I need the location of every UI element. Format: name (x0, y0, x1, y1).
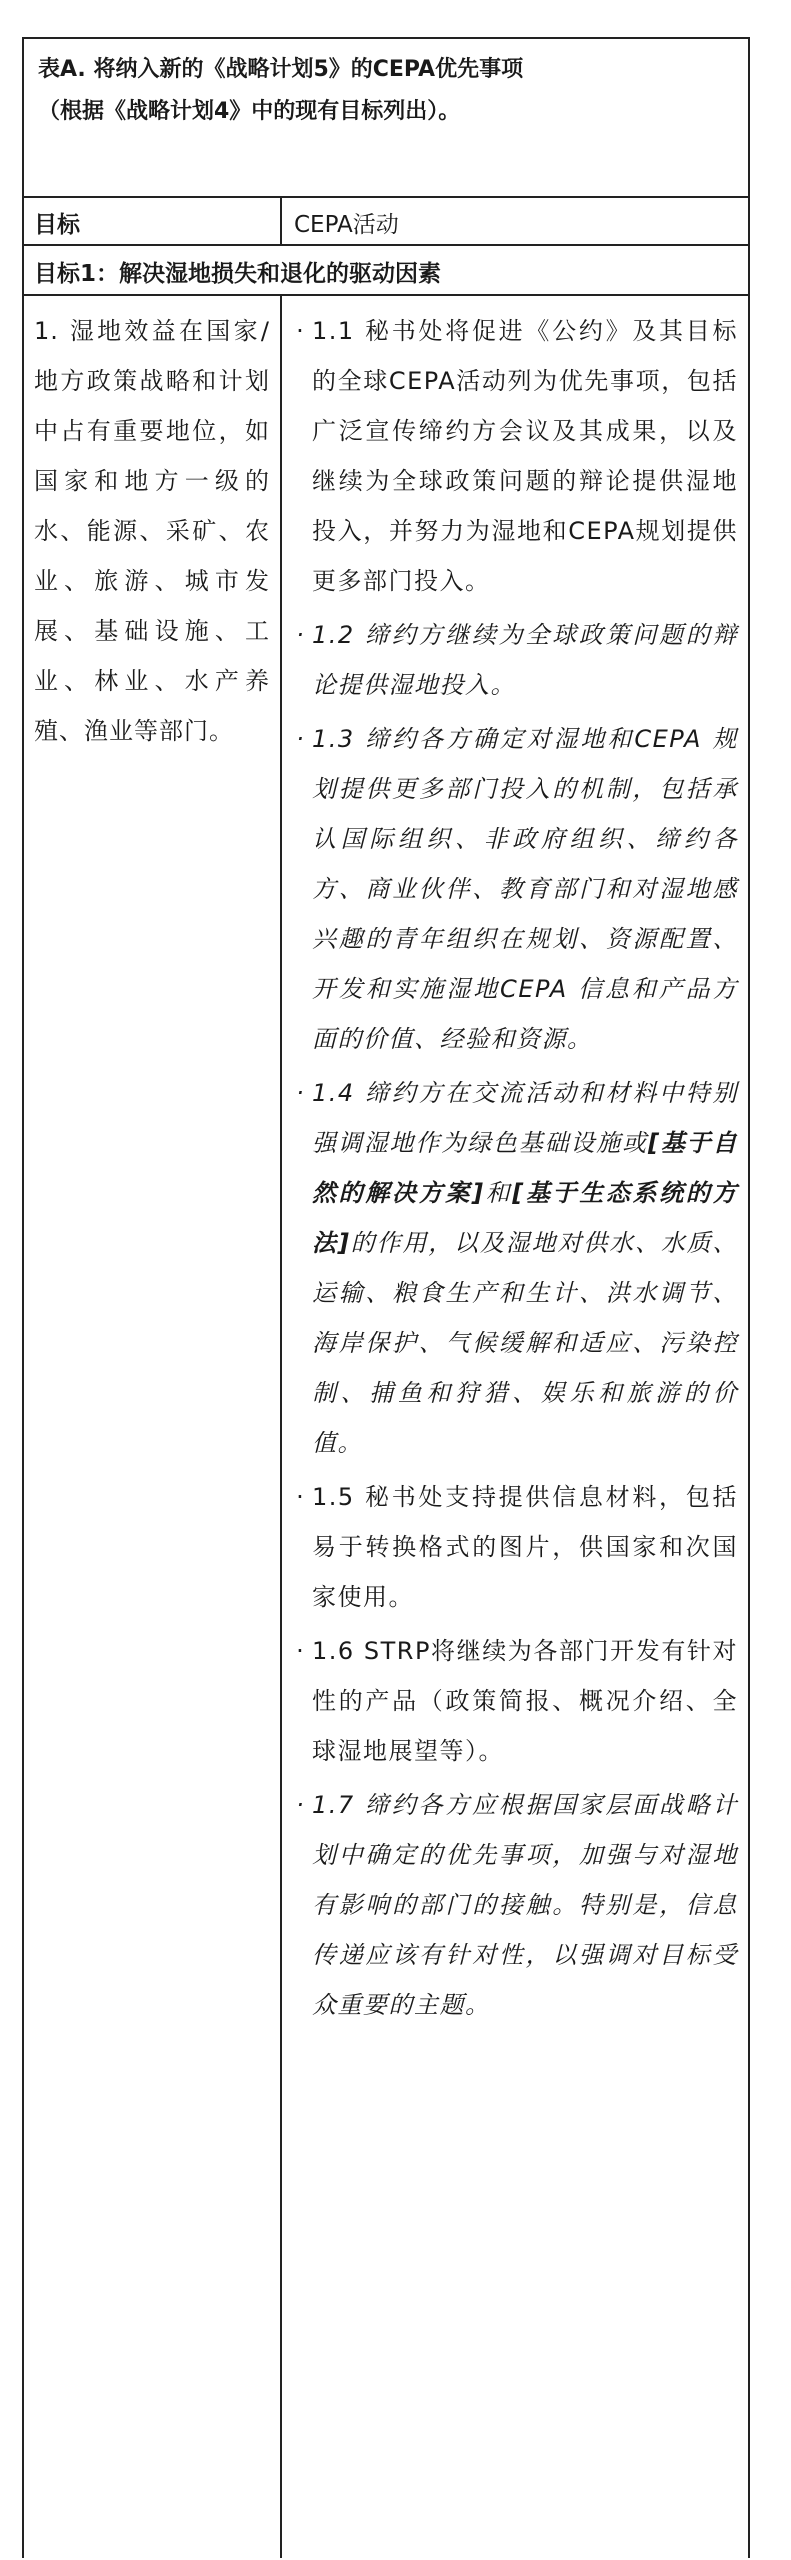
activity-item (288, 1068, 738, 1468)
activity-text (312, 1068, 738, 1468)
activity-item (288, 1626, 738, 1776)
nature-based-solutions-term: [基于自然的解决方案] (312, 1129, 739, 1207)
caption-line-2: （根据《战略计划4》中的现有目标列出）。 (38, 99, 461, 124)
goal-title-row: 目标1：解决湿地损失和退化的驱动因素 (24, 246, 748, 296)
table-header-row (24, 198, 748, 246)
activity-item (288, 1780, 738, 2030)
caption-line-1: 表A. 将纳入新的《战略计划5》的CEPA优先事项 (38, 57, 524, 82)
activity-text-part: 和 (484, 1179, 513, 1207)
bullet-icon: · (296, 621, 304, 649)
bullet-icon: · (296, 317, 304, 345)
table-caption (24, 39, 748, 198)
activities-cell (282, 296, 748, 2558)
header-goal: 目标 (24, 198, 282, 244)
bullet-icon: · (296, 1791, 304, 1819)
activity-text: 1.3 缔约各方确定对湿地和CEPA 规划提供更多部门投入的机制，包括承认国际组织、非政府组织、缔约各方、商业伙伴、教育部门和对湿地感兴趣的青年组织在规划、资源配置、开发和实施湿地CEPA 信息和产品方面的价值、经验和资源。 (312, 725, 738, 1053)
bullet-icon: · (296, 1637, 304, 1665)
activity-text: 1.2 缔约方继续为全球政策问题的辩论提供湿地投入。 (312, 621, 738, 699)
activity-text: 1.6 STRP将继续为各部门开发有针对性的产品（政策简报、概况介绍、全球湿地展望等）。 (312, 1637, 738, 1765)
header-cepa-activity: CEPA活动 (294, 212, 399, 238)
bullet-icon: · (296, 725, 304, 753)
activity-text-part: 的作用，以及湿地对供水、水质、运输、粮食生产和生计、洪水调节、海岸保护、气候缓解和适应、污染控制、捕鱼和狩猎、娱乐和旅游的价值。 (312, 1229, 739, 1457)
bullet-icon: · (296, 1079, 304, 1107)
activity-item (288, 1472, 738, 1622)
activity-item (288, 610, 738, 710)
activity-text: 1.1 秘书处将促进《公约》及其目标的全球CEPA活动列为优先事项，包括广泛宣传缔约方会议及其成果，以及继续为全球政策问题的辩论提供湿地投入，并努力为湿地和CEPA规划提供更多部门投入。 (312, 317, 738, 595)
bullet-icon: · (296, 1483, 304, 1511)
target-cell: 1. 湿地效益在国家/地方政策战略和计划中占有重要地位，如国家和地方一级的水、能源、采矿、农业、旅游、城市发展、基础设施、工业、林业、水产养殖、渔业等部门。 (24, 296, 282, 2558)
activity-text-part: 1.4 缔约方在交流活动和材料中特别强调湿地作为绿色基础设施或 (312, 1079, 738, 1157)
cepa-table (22, 37, 750, 2558)
table-body-row (24, 296, 748, 2558)
activity-text: 1.7 缔约各方应根据国家层面战略计划中确定的优先事项，加强与对湿地有影响的部门的接触。特别是，信息传递应该有针对性，以强调对目标受众重要的主题。 (312, 1791, 738, 2019)
activity-item (288, 714, 738, 1064)
activity-item (288, 306, 738, 606)
ecosystem-approach-term: [基于生态系统的方法] (312, 1179, 739, 1257)
activity-text: 1.5 秘书处支持提供信息材料，包括易于转换格式的图片，供国家和次国家使用。 (312, 1483, 738, 1611)
